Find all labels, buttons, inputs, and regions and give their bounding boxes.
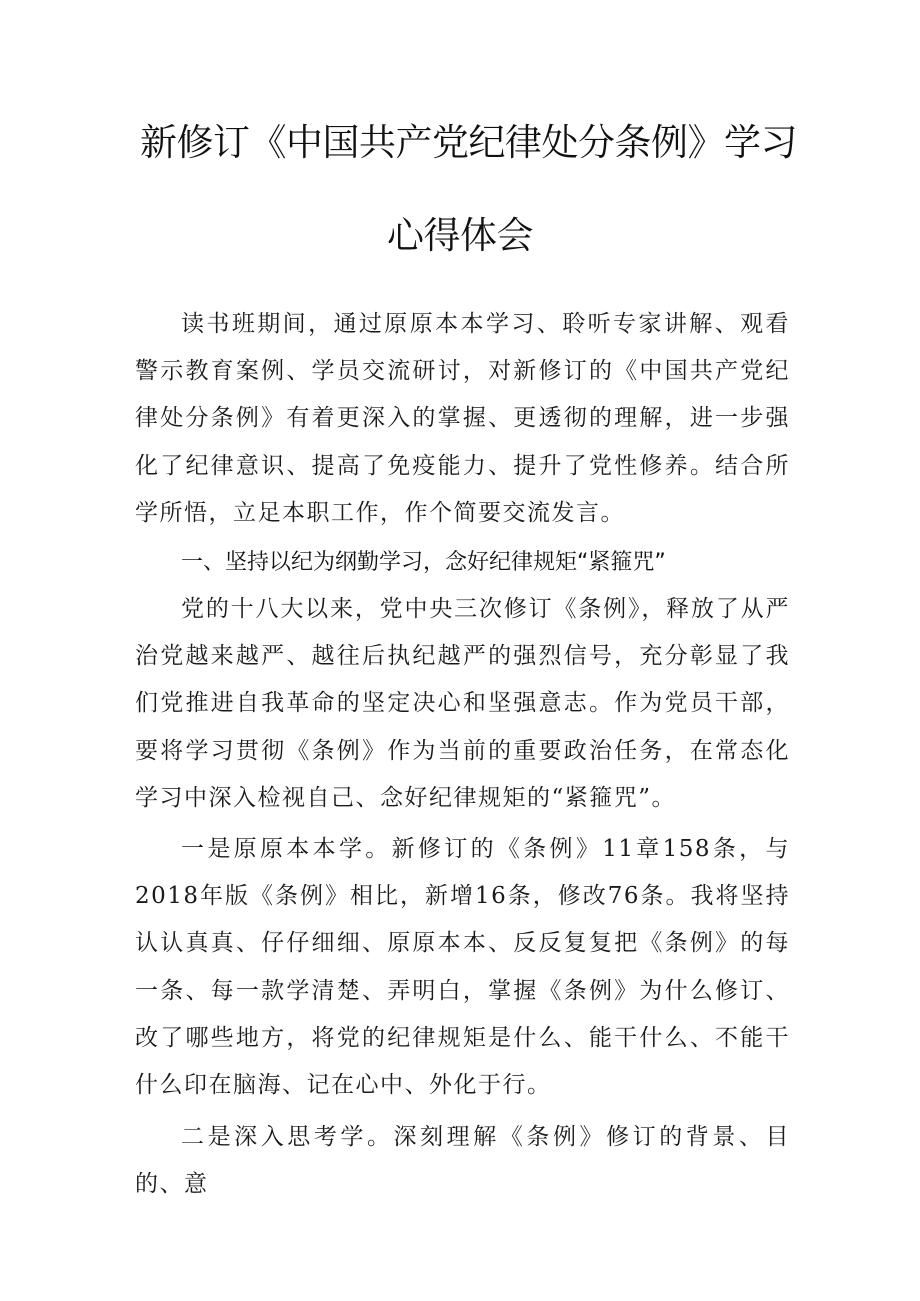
body-paragraph-4: 二是深入思考学。深刻理解《条例》修订的背景、目的、意 bbox=[135, 1124, 790, 1198]
section-heading-1: 一、坚持以纪为纲勤学习，念好纪律规矩“紧箍咒” bbox=[181, 550, 666, 575]
document-title-line-1: 新修订《中国共产党纪律处分条例》学习 bbox=[140, 121, 797, 164]
body-paragraph-3: 一是原原本本学。新修订的《条例》11章158条，与2018年版《条例》相比，新增16条，修改76条。我将坚持认认真真、仔仔细细、原原本本、反反复复把《条例》的每一条、每一款学清楚、弄明白，掌握《条例》为什么修订、改了哪些地方，将党的纪律规矩是什么、能干什么、不能干什么印在脑海、记在心中、外化于行。 bbox=[135, 836, 790, 1099]
body-paragraph-2: 党的十八大以来，党中央三次修订《条例》，释放了从严治党越来越严、越往后执纪越严的强烈信号，充分彰显了我们党推进自我革命的坚定决心和坚强意志。作为党员干部，要将学习贯彻《条例》作为当前的重要政治任务，在常态化学习中深入检视自己、念好纪律规矩的“紧箍咒”。 bbox=[135, 596, 790, 811]
document-title-line-2: 心得体会 bbox=[387, 214, 533, 257]
intro-paragraph: 读书班期间，通过原原本本学习、聆听专家讲解、观看警示教育案例、学员交流研讨，对新修订的《中国共产党纪律处分条例》有着更深入的掌握、更透彻的理解，进一步强化了纪律意识、提高了免疫能力、提升了党性修养。结合所学所悟，立足本职工作，作个简要交流发言。 bbox=[135, 311, 790, 526]
